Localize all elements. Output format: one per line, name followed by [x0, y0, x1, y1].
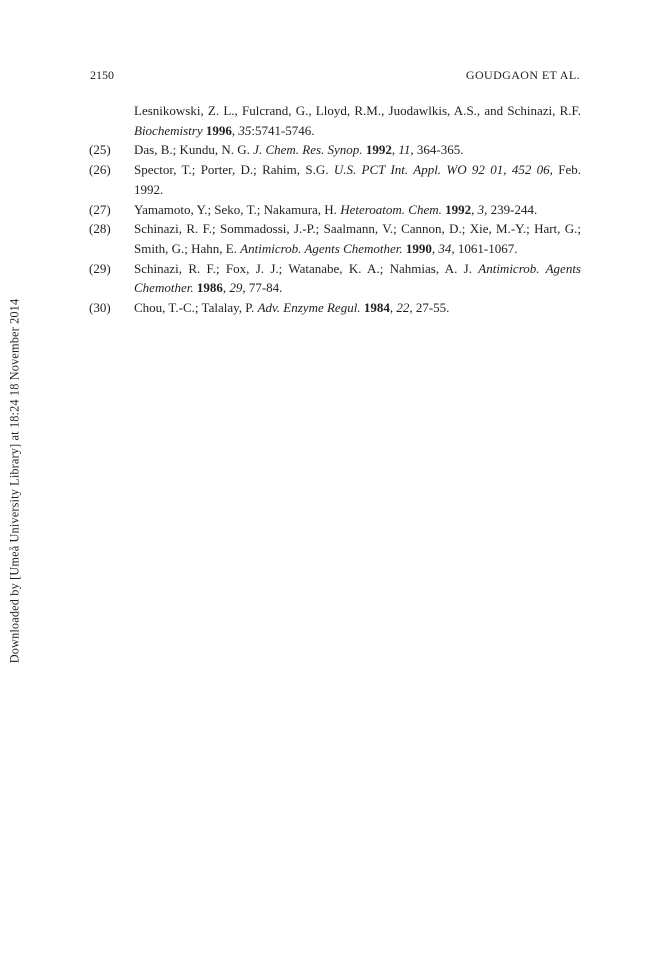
- reference-journal: Antimicrob. Agents Chemother.: [240, 240, 403, 256]
- reference-volume: 29: [229, 280, 243, 296]
- reference-number: (29): [89, 260, 111, 276]
- reference-number: (27): [89, 201, 111, 217]
- reference-authors: Schinazi, R. F.; Sommadossi, J.-P.; Saalmann, V.; Cannon, D.; Xie, M.-Y.; Hart, G.; Smith, G.; Hahn, E.: [134, 221, 581, 256]
- reference-authors: Yamamoto, Y.; Seko, T.; Nakamura, H.: [134, 201, 341, 217]
- reference-volume: 11: [398, 142, 411, 158]
- reference-item: [89, 160, 581, 199]
- reference-authors: Chou, T.-C.; Talalay, P.: [134, 300, 258, 316]
- reference-pages: , 364-365.: [410, 142, 464, 158]
- reference-authors: Spector, T.; Porter, D.; Rahim, S.G.: [134, 162, 334, 178]
- reference-authors: Das, B.; Kundu, N. G.: [134, 142, 254, 158]
- reference-item: (30) Chou, T.-C.; Talalay, P. Adv. Enzyme Regul. 1984, 22, 27-55.: [89, 298, 581, 318]
- page-number: 2150: [90, 68, 114, 82]
- reference-item: (27) Yamamoto, Y.; Seko, T.; Nakamura, H. Heteroatom. Chem. 1992, 3, 239-244.: [89, 200, 581, 220]
- reference-pages: :5741-5746.: [251, 122, 315, 138]
- reference-number: (28): [89, 221, 111, 237]
- reference-year: 1996: [205, 122, 232, 138]
- reference-volume: 35: [238, 122, 252, 138]
- reference-year: 1992: [445, 201, 472, 217]
- reference-year: 1986: [196, 280, 223, 296]
- reference-item: (25) Das, B.; Kundu, N. G. J. Chem. Res. Synop. 1992, 11, 364-365.: [89, 140, 581, 160]
- reference-pages: , 239-244.: [484, 201, 538, 217]
- reference-volume: 3: [477, 201, 485, 217]
- reference-item: (28) Schinazi, R. F.; Sommadossi, J.-P.; Saalmann, V.; Cannon, D.; Xie, M.-Y.; Hart, G.; Smith, G.; Hahn, E. Antimicrob. Agents Chemother. 1990, 34, 1061-1067.: [89, 221, 581, 256]
- reference-journal: Heteroatom. Chem.: [340, 201, 442, 217]
- reference-year: 1990: [405, 240, 432, 256]
- reference-journal: Adv. Enzyme Regul.: [257, 300, 361, 316]
- reference-year: 1984: [363, 300, 390, 316]
- reference-sep: ,: [231, 122, 239, 138]
- reference-journal: Antimicrob. Agents Chemother.: [134, 260, 581, 296]
- reference-source: U.S. PCT Int. Appl. WO 92 01, 452 06,: [333, 162, 553, 178]
- reference-pages: , 1061-1067.: [451, 240, 518, 256]
- reference-item: [89, 101, 581, 140]
- reference-year: 1992: [365, 142, 392, 158]
- reference-authors: Schinazi, R. F.; Fox, J. J.; Watanabe, K. A.; Nahmias, A. J.: [134, 260, 479, 276]
- reference-volume: 34: [438, 240, 452, 256]
- watermark-text: Downloaded by [Umeå University Library] at 18:24 18 November 2014: [7, 298, 22, 664]
- running-head: GOUDGAON ET AL.: [465, 68, 580, 82]
- reference-journal: Biochemistry: [134, 122, 203, 138]
- reference-number: (26): [89, 162, 111, 178]
- reference-item: (29) Schinazi, R. F.; Fox, J. J.; Watanabe, K. A.; Nahmias, A. J. Antimicrob. Agents Chemother. 1986, 29, 77-84.: [89, 260, 581, 296]
- reference-journal: J. Chem. Res. Synop.: [253, 142, 363, 158]
- reference-pages: , 27-55.: [409, 300, 450, 316]
- reference-pages: , 77-84.: [242, 280, 283, 296]
- reference-volume: 22: [396, 300, 410, 316]
- reference-text: Lesnikowski, Z. L., Fulcrand, G., Lloyd, R.M., Juodawlkis, A.S., and Schinazi, R.F.: [134, 103, 581, 118]
- reference-number: (25): [89, 142, 111, 158]
- reference-number: (30): [89, 300, 111, 316]
- reference-list: [89, 101, 581, 318]
- reference-date: Feb. 1992.: [134, 162, 582, 197]
- download-watermark: [0, 0, 30, 959]
